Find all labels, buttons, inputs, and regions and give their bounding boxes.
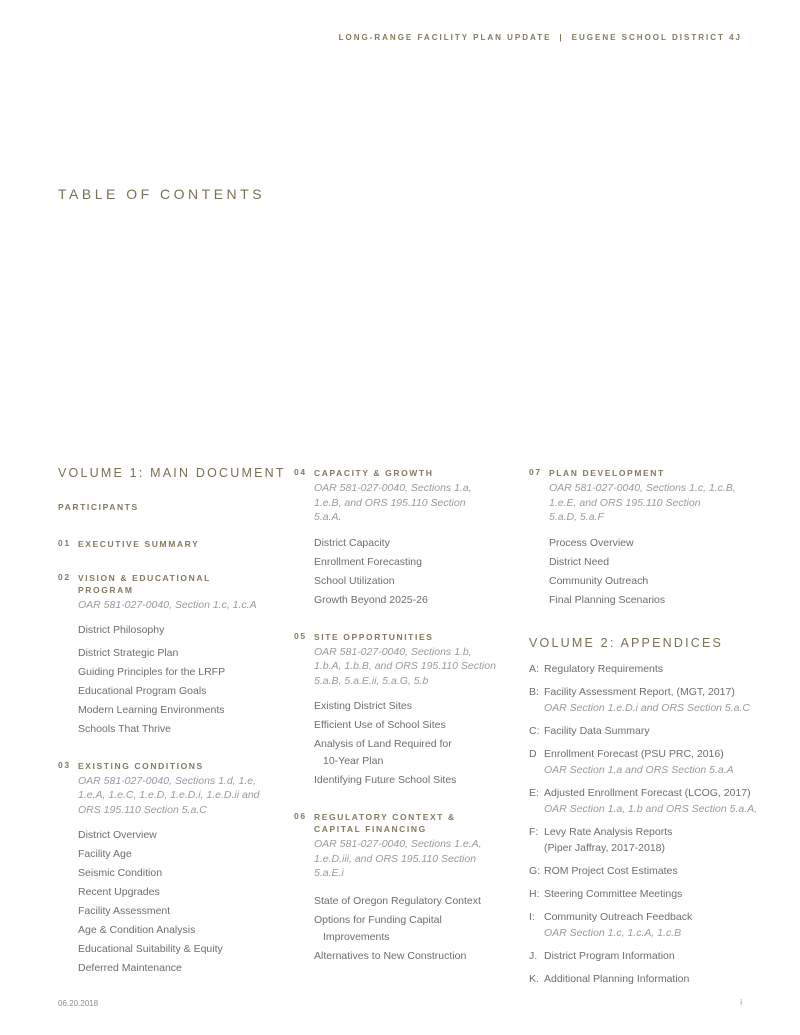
appendix-k[interactable]	[529, 971, 764, 987]
section-title: EXISTING CONDITIONS	[78, 760, 204, 771]
section-05[interactable]	[294, 631, 519, 788]
appendix-letter: E:	[529, 786, 539, 799]
section-title: EXECUTIVE SUMMARY	[78, 539, 200, 549]
section-07[interactable]	[529, 467, 764, 607]
toc-item-continuation[interactable]: 10-Year Plan	[323, 755, 384, 767]
oar-reference-line: OAR 581-027-0040, Sections 1.c, 1.c.B,	[549, 482, 736, 494]
header-report-title: LONG-RANGE FACILITY PLAN UPDATE	[338, 33, 552, 42]
toc-item[interactable]: Options for Funding Capital	[314, 913, 442, 926]
toc-column-1	[58, 466, 286, 975]
appendix-a[interactable]	[529, 661, 764, 677]
toc-item[interactable]: Educational Program Goals	[78, 684, 207, 697]
toc-item[interactable]: Final Planning Scenarios	[549, 593, 666, 606]
oar-reference-line: OAR 581-027-0040, Sections 1.b,	[314, 645, 472, 658]
section-number: 06	[294, 811, 307, 821]
toc-item[interactable]: Efficient Use of School Sites	[314, 719, 446, 731]
toc-item[interactable]: Process Overview	[549, 536, 634, 549]
toc-item[interactable]: District Philosophy	[78, 623, 165, 636]
section-number: 01	[58, 538, 71, 548]
oar-reference-line: OAR 581-027-0040, Sections 1.a,	[314, 482, 472, 494]
page-header	[339, 33, 742, 42]
toc-item[interactable]: District Need	[549, 555, 610, 568]
section-number: 07	[529, 467, 542, 477]
oar-reference-line: ORS 195.110 Section 5.a.C	[78, 803, 207, 816]
appendix-title-line2: (Piper Jaffray, 2017-2018)	[544, 841, 666, 854]
toc-item[interactable]: Enrollment Forecasting	[314, 555, 422, 568]
section-02[interactable]	[58, 572, 283, 736]
section-title: CAPACITY & GROWTH	[314, 468, 434, 478]
appendix-title: District Program Information	[544, 949, 675, 962]
appendix-title: Community Outreach Feedback	[544, 910, 693, 923]
oar-reference: OAR 581-027-0040, Section 1.c, 1.c.A	[78, 599, 257, 611]
section-title-line2: PROGRAM	[78, 585, 134, 595]
section-number: 03	[58, 759, 71, 770]
oar-reference-line: 1.b.A, 1.b.B, and ORS 195.110 Section	[314, 660, 496, 672]
toc-item[interactable]: Modern Learning Environments	[78, 703, 225, 716]
toc-column-2	[294, 466, 519, 963]
footer-date: 06.20.2018	[58, 999, 99, 1008]
section-title: SITE OPPORTUNITIES	[314, 631, 434, 642]
appendix-letter: F:	[529, 825, 539, 838]
toc-item-continuation[interactable]: Improvements	[323, 930, 390, 943]
toc-item[interactable]: Schools That Thrive	[78, 722, 171, 735]
oar-reference-line: 5.a.B, 5.a.E.ii, 5.a.G, 5.b	[314, 674, 429, 687]
appendix-title: Facility Data Summary	[544, 724, 650, 737]
oar-reference-line: 1.e.A, 1.e.C, 1.e.D, 1.e.D.i, 1.e.D.ii and	[78, 789, 260, 801]
appendix-h[interactable]	[529, 886, 764, 902]
toc-item[interactable]: Analysis of Land Required for	[314, 738, 452, 750]
section-06[interactable]	[294, 811, 519, 963]
section-04[interactable]	[294, 467, 519, 607]
toc-item[interactable]: School Utilization	[314, 574, 395, 587]
appendix-letter: I:	[529, 910, 535, 923]
section-title-line1: REGULATORY CONTEXT &	[314, 812, 456, 822]
volume-1-heading[interactable]: VOLUME 1: MAIN DOCUMENT	[58, 466, 286, 480]
oar-reference-line: 5.a.A.	[314, 511, 342, 523]
section-03[interactable]	[58, 760, 283, 976]
toc-item[interactable]: Age & Condition Analysis	[78, 924, 196, 936]
oar-reference-line: 1.e.D.iii, and ORS 195.110 Section	[314, 852, 477, 865]
toc-item[interactable]: Facility Age	[78, 848, 132, 860]
participants-heading[interactable]: PARTICIPANTS	[58, 502, 139, 512]
page-title: TABLE OF CONTENTS	[58, 186, 266, 202]
toc-item[interactable]: District Overview	[78, 829, 157, 841]
toc-item[interactable]: State of Oregon Regulatory Context	[314, 894, 481, 907]
appendix-c[interactable]	[529, 723, 764, 739]
section-01[interactable]	[58, 538, 283, 550]
appendix-title: Levy Rate Analysis Reports	[544, 825, 673, 838]
oar-reference-line: 5.a.D, 5.a.F	[549, 511, 604, 523]
section-number: 05	[294, 630, 307, 641]
section-title: PLAN DEVELOPMENT	[549, 468, 665, 478]
appendix-title: Facility Assessment Report, (MGT, 2017)	[544, 685, 735, 698]
appendix-g[interactable]	[529, 863, 764, 879]
toc-item[interactable]: Recent Upgrades	[78, 886, 160, 898]
appendix-letter: C:	[529, 724, 540, 737]
toc-item[interactable]: Alternatives to New Construction	[314, 949, 467, 962]
appendix-reference: OAR Section 1.e.D.i and ORS Section 5.a.C	[544, 701, 751, 714]
oar-reference-line: OAR 581-027-0040, Sections 1.d, 1.e,	[78, 774, 257, 787]
toc-item[interactable]: Facility Assessment	[78, 905, 171, 917]
oar-reference-line: 5.a.E.i	[314, 867, 344, 879]
toc-item[interactable]: Seismic Condition	[78, 867, 163, 879]
toc-item[interactable]: Growth Beyond 2025-26	[314, 593, 428, 606]
oar-reference-line: OAR 581-027-0040, Sections 1.e.A,	[314, 838, 482, 850]
section-number: 04	[294, 467, 307, 477]
toc-item[interactable]: Community Outreach	[549, 574, 649, 587]
appendix-reference: OAR Section 1.a, 1.b and ORS Section 5.a.A,	[544, 802, 758, 815]
toc-column-3	[529, 466, 764, 987]
section-title-line2: CAPITAL FINANCING	[314, 824, 427, 834]
toc-item[interactable]: Identifying Future School Sites	[314, 774, 457, 786]
appendix-letter: A:	[529, 662, 539, 675]
section-title-line1: VISION & EDUCATIONAL	[78, 573, 211, 583]
appendix-e[interactable]	[529, 785, 764, 817]
page-number: i	[740, 998, 742, 1007]
appendix-letter: D	[529, 747, 537, 760]
appendix-title: Regulatory Requirements	[544, 662, 664, 675]
toc-item[interactable]: District Strategic Plan	[78, 646, 179, 659]
appendix-title: Enrollment Forecast (PSU PRC, 2016)	[544, 747, 724, 760]
appendix-letter: J.	[529, 949, 538, 962]
header-separator: |	[559, 33, 564, 42]
appendix-b[interactable]	[529, 684, 764, 716]
appendix-f[interactable]	[529, 824, 764, 856]
appendix-reference: OAR Section 1.a and ORS Section 5.a.A	[544, 763, 734, 776]
toc-item[interactable]: Guiding Principles for the LRFP	[78, 665, 226, 678]
oar-reference-line: 1.e.B, and ORS 195.110 Section	[314, 496, 466, 509]
appendix-title: ROM Project Cost Estimates	[544, 864, 678, 877]
appendix-reference: OAR Section 1.c, 1.c.A, 1.c.B	[544, 926, 682, 939]
appendix-letter: K.	[529, 972, 539, 985]
appendix-i[interactable]	[529, 909, 764, 941]
toc-item[interactable]: District Capacity	[314, 536, 390, 549]
appendix-letter: B:	[529, 685, 539, 698]
section-number: 02	[58, 572, 71, 582]
toc-item[interactable]: Deferred Maintenance	[78, 962, 182, 974]
appendix-title: Steering Committee Meetings	[544, 887, 683, 900]
appendix-j[interactable]	[529, 948, 764, 964]
volume-2-heading[interactable]: VOLUME 2: APPENDICES	[529, 635, 724, 650]
toc-item[interactable]: Existing District Sites	[314, 700, 413, 712]
toc-item[interactable]: Educational Suitability & Equity	[78, 943, 223, 955]
appendix-letter: G:	[529, 864, 541, 877]
header-district-name: EUGENE SCHOOL DISTRICT 4J	[571, 33, 742, 42]
appendix-title: Additional Planning Information	[544, 972, 690, 985]
appendix-letter: H:	[529, 887, 540, 900]
oar-reference-line: 1.e.E, and ORS 195.110 Section	[549, 496, 701, 509]
appendix-title: Adjusted Enrollment Forecast (LCOG, 2017)	[544, 786, 751, 799]
appendix-d[interactable]	[529, 746, 764, 778]
